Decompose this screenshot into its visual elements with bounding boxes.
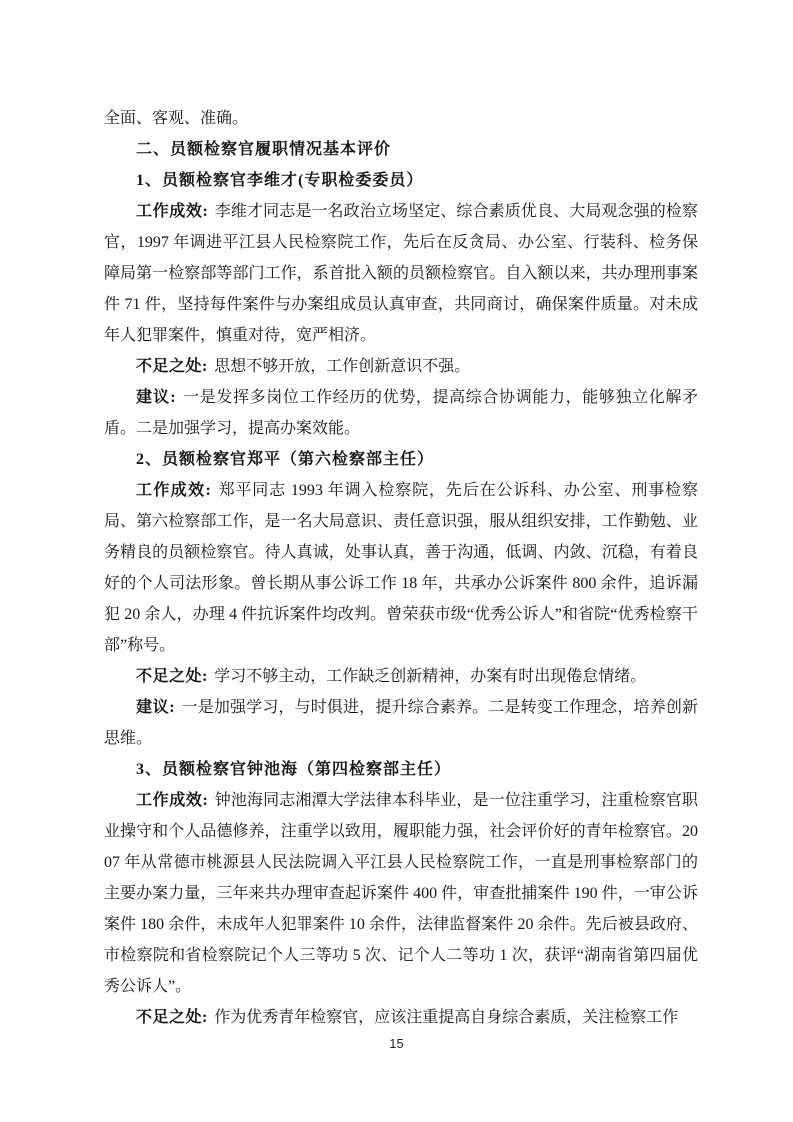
weakness-text: 思想不够开放，工作创新意识不强。 [214,358,471,375]
achievement-label: 工作成效: [136,482,212,499]
suggestion-label: 建议: [136,389,177,406]
page-footer [0,1036,793,1051]
officer-3-achievement-paragraph [104,785,698,1002]
officer-1-heading: 1、员额检察官李维才(专职检委委员） [136,172,424,189]
suggestion-label: 建议: [136,699,176,716]
page-content [104,103,698,1033]
officer-1-weakness-paragraph [104,351,698,382]
officer-3-weakness-paragraph [104,1002,698,1033]
weakness-text: 学习不够主动，工作缺乏创新精神，办案有时出现倦怠情绪。 [214,668,647,685]
officer-3-heading: 3、员额检察官钟池海（第四检察部主任） [136,761,452,778]
weakness-text: 作为优秀青年检察官，应该注重提高自身综合素质，关注检察工作 [214,1009,679,1026]
achievement-text: 钟池海同志湘潭大学法律本科毕业，是一位注重学习，注重检察官职业操守和个人品德修养，注重学以致用，履职能力强，社会评价好的青年检察官。2007 年从常德市桃源县人民法院调入平江县人民检察院工作，一直是刑事检察部门的主要办案力量，三年来共办理审查起诉案件 400 件，审查批捕案件 190 件，一审公诉案件 180 余件，未成年人犯罪案件 10 余件，法律监督案件 20 余件。先后被县政府、市检察院和省检察院记个人三等功 5 次、记个人二等功 1 次，获评“湖南省第四届优秀公诉人”。 [104,792,698,995]
section-heading: 二、员额检察官履职情况基本评价 [136,141,392,158]
officer-1-achievement-paragraph [104,196,698,351]
achievement-text: 郑平同志 1993 年调入检察院，先后在公诉科、办公室、刑事检察局、第六检察部工作，是一名大局意识、责任意识强，服从组织安排，工作勤勉、业务精良的员额检察官。待人真诚，处事认真，善于沟通，低调、内敛、沉稳，有着良好的个人司法形象。曾长期从事公诉工作 18 年，共承办公诉案件 800 余件，追诉漏犯 20 余人，办理 4 件抗诉案件均改判。曾荣获市级“优秀公诉人”和省院“优秀检察干部”称号。 [104,482,698,654]
achievement-label: 工作成效: [136,203,209,220]
weakness-label: 不足之处: [136,358,208,375]
officer-1-suggestion-paragraph [104,382,698,444]
officer-2-achievement-paragraph [104,475,698,661]
page-number: 15 [389,1036,404,1051]
weakness-label: 不足之处: [136,668,208,685]
officer-2-weakness-paragraph [104,661,698,692]
suggestion-text: 一是加强学习，与时俱进，提升综合素养。二是转变工作理念，培养创新思维。 [104,699,698,747]
suggestion-text: 一是发挥多岗位工作经历的优势，提高综合协调能力，能够独立化解矛盾。二是加强学习，提高办案效能。 [104,389,698,437]
officer-2-heading: 2、员额检察官郑平（第六检察部主任） [136,451,435,468]
achievement-text: 李维才同志是一名政治立场坚定、综合素质优良、大局观念强的检察官，1997 年调进平江县人民检察院工作，先后在反贪局、办公室、行装科、检务保障局第一检察部等部门工作，系首批入额的员额检察官。自入额以来，共办理刑事案件 71 件，坚持每件案件与办案组成员认真审查，共同商讨，确保案件质量。对未成年人犯罪案件，慎重对待，宽严相济。 [104,203,698,344]
weakness-label: 不足之处: [136,1009,208,1026]
continuation-paragraph: 全面、客观、准确。 [104,110,249,127]
achievement-label: 工作成效: [136,792,209,809]
officer-2-suggestion-paragraph [104,692,698,754]
